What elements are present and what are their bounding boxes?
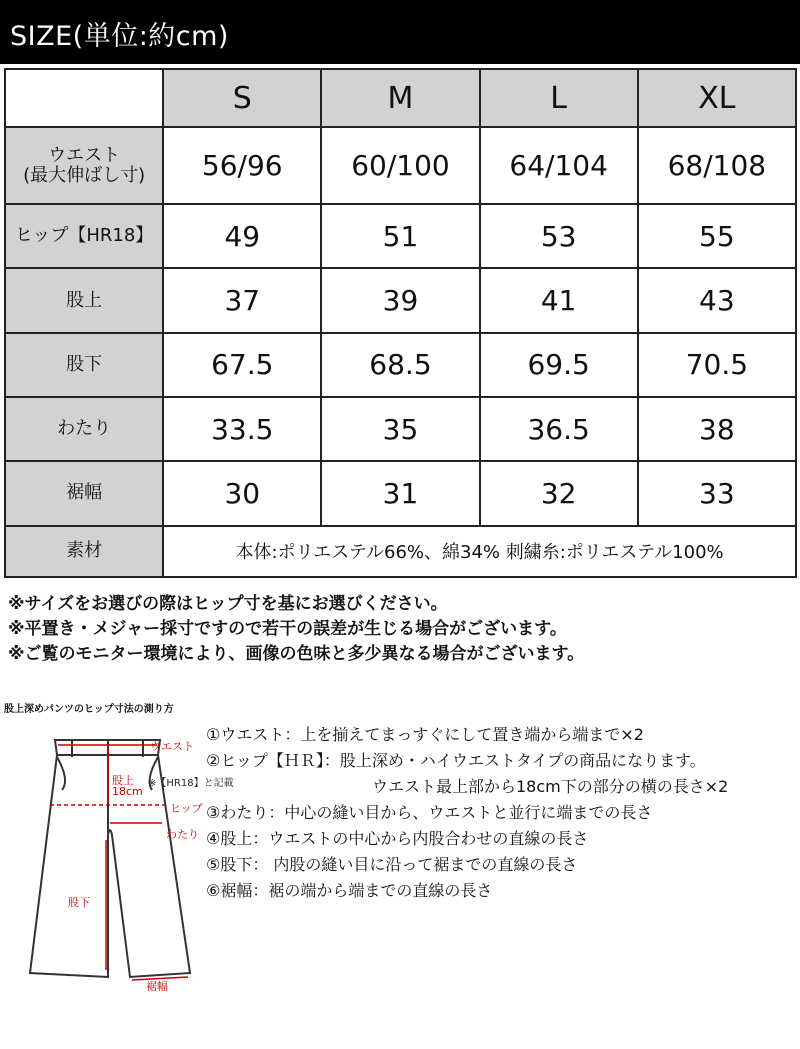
table-cell: 64/104 [480,127,638,204]
table-cell: 32 [480,461,638,525]
label-inseam: 股下 [68,896,90,909]
measurement-legend [206,722,728,904]
table-cell: 33 [638,461,796,525]
table-row [5,397,796,461]
table-row [5,127,796,204]
table-cell: 30 [163,461,321,525]
row-label-rise: 股上 [5,268,163,332]
table-cell: 41 [480,268,638,332]
row-label-hem: 裾幅 [5,461,163,525]
table-row [5,204,796,268]
notes [8,592,584,667]
label-thigh: わたり [166,828,199,841]
pants-diagram [0,715,205,1015]
table-cell: 60/100 [321,127,479,204]
table-cell: 70.5 [638,333,796,397]
table-cell: 43 [638,268,796,332]
row-label-hip: ヒップ【HR18】 [5,204,163,268]
note-line: ※平置き・メジャー採寸ですので若干の誤差が生じる場合がございます。 [8,619,567,639]
row-label-inseam: 股下 [5,333,163,397]
figure-caption: 股上深めパンツのヒップ寸法の測り方 [4,704,174,715]
table-cell: 51 [321,204,479,268]
table-cell: 69.5 [480,333,638,397]
table-cell: 55 [638,204,796,268]
legend-item: ①ウエスト：上を揃えてまっすぐにして置き端から端まで×2 [206,725,644,744]
table-cell: 68/108 [638,127,796,204]
size-header-row [5,69,796,127]
legend-item: ②ヒップ【ＨＲ】：股上深め・ハイウエストタイプの商品になります。 [206,751,706,770]
row-label-material: 素材 [5,526,163,577]
row-label-waist [5,127,163,204]
table-cell: 39 [321,268,479,332]
page-title: SIZE(単位:約cm) [10,21,229,52]
label-waist: ウエスト [150,740,194,753]
table-cell: 33.5 [163,397,321,461]
table-row [5,461,796,525]
table-cell: 68.5 [321,333,479,397]
row-label-waist-text: ウエスト (最大伸ばし寸) [23,144,146,186]
label-hip: ヒップ [170,802,203,815]
legend-item: ⑤股下： 内股の縫い目に沿って裾までの直線の長さ [206,855,578,874]
pocket-shape [57,757,65,790]
table-cell: 36.5 [480,397,638,461]
label-rise-1: 股上 [112,774,134,787]
table-row [5,333,796,397]
row-label-thigh: わたり [5,397,163,461]
label-rise-2: 18cm [112,785,143,798]
table-cell: 53 [480,204,638,268]
table-cell: 31 [321,461,479,525]
note-line: ※ご覧のモニター環境により、画像の色味と多少異なる場合がございます。 [8,644,585,664]
size-header-l: L [480,69,638,127]
legend-item: ③わたり：中心の縫い目から、ウエストと並行に端までの長さ [206,803,653,822]
size-header-s: S [163,69,321,127]
note-line: ※サイズをお選びの際はヒップ寸を基にお選びください。 [8,594,448,614]
table-row [5,268,796,332]
table-cell: 35 [321,397,479,461]
size-header-xl: XL [638,69,796,127]
table-cell: 67.5 [163,333,321,397]
legend-item: ⑥裾幅：裾の端から端までの直線の長さ [206,881,493,900]
label-hr-note: ※【HR18】と記載 [148,778,234,789]
legend-item: ④股上：ウエストの中心から内股合わせの直線の長さ [206,829,589,848]
size-table [4,68,797,578]
table-corner-cell [5,69,163,127]
label-hem: 裾幅 [146,980,168,993]
title-bar [0,0,800,64]
table-row-material [5,526,796,577]
table-cell: 38 [638,397,796,461]
table-cell: 37 [163,268,321,332]
size-header-m: M [321,69,479,127]
material-value: 本体:ポリエステル66%、綿34% 刺繍糸:ポリエステル100% [163,526,796,577]
table-cell: 56/96 [163,127,321,204]
table-cell: 49 [163,204,321,268]
legend-item: ウエスト最上部から18cm下の部分の横の長さ×2 [372,777,729,796]
